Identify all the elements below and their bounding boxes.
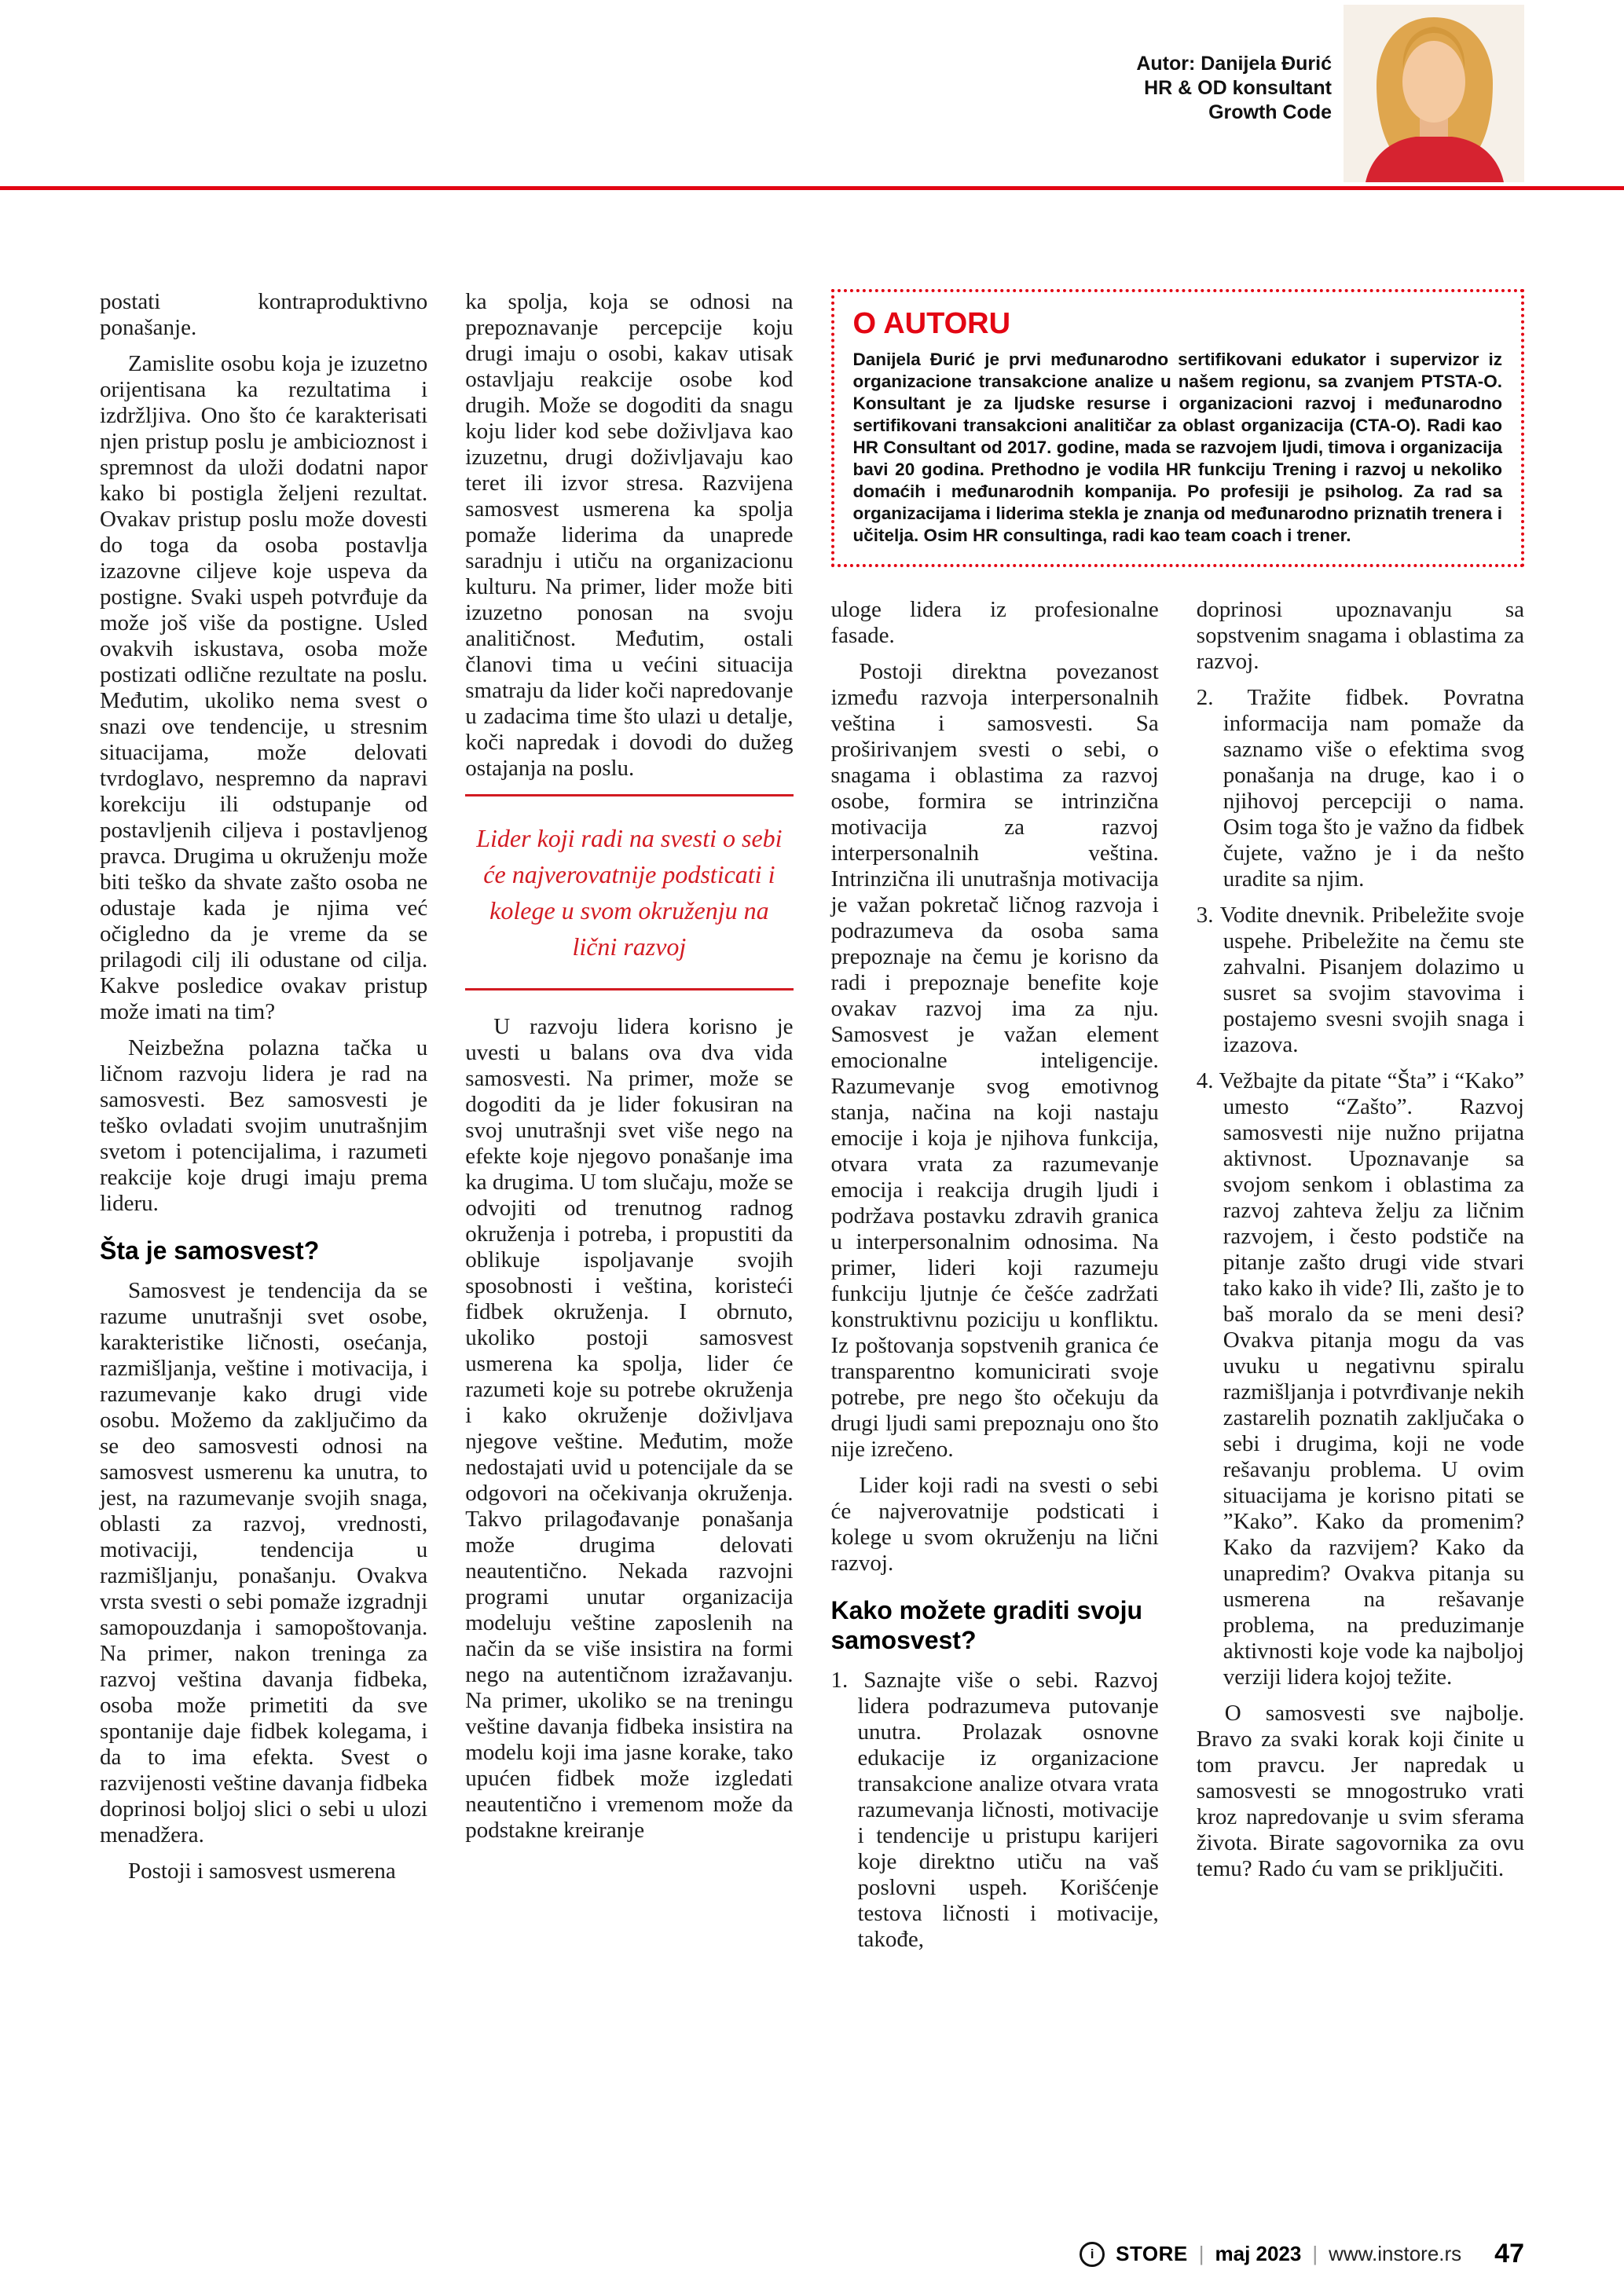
paragraph: postati kontraproduktivno ponašanje.: [100, 289, 428, 340]
author-box-title: O AUTORU: [852, 307, 1011, 340]
paragraph: 2. Tražite fidbek. Povratna informacija nam pomaže da saznamo više o efektima svog ponašanja na druge, kao i o njihovoj percepciji o nama. Osim toga što je važno da fidbek čujete, važno je i da nešto uradite sa njim.: [1196, 685, 1524, 892]
text-column-1: [100, 289, 427, 1963]
author-credit-line-1: Autor: Danijela Đurić: [1136, 53, 1332, 75]
paragraph: U razvoju lidera korisno je uvesti u balans ova dva vida samosvesti. Na primer, može se dogoditi da je lider fokusiran na svoj unutrašnji svet više nego na efekte koje njegovo ponašanje ima ka drugima. U tom slučaju, može se odvojiti od trenutnog radnog okruženja i potreba, i propustiti da oblikuje ispoljavanje svojih sposobnosti i veština, koristeći fidbek okruženja. I obrnuto, ukoliko postoji samosvest usmerena ka spolja, lider će razumeti koje su potrebe okruženja i kako okruženje doživljava njegove veštine. Međutim, može nedostajati uvid u potencijale da se odgovori na očekivanja okruženja. Takvo prilagođavanje ponašanja može drugima delovati neautentično. Nekada razvojni programi unutar organizacija modeluju veštine zaposlenih na način da se više insistira na formi nego na autentičnom izražavanju. Na primer, ukoliko se na treningu veštine davanja fidbeka insistira na modelu koji ima jasne korake, tako upućen fidbek može izgledati neautentično i vremenom može da podstakne kreiranje: [465, 1014, 794, 1843]
paragraph: 3. Vodite dnevnik. Pribeležite svoje uspehe. Pribeležite na čemu ste zahvalni. Pisanjem dolazimo u susret sa svojim stavovima i postajemo svesni svojih snaga i izazova.: [1196, 903, 1524, 1057]
paragraph: doprinosi upoznavanju sa sopstvenim snagama i oblastima za razvoj.: [1196, 597, 1524, 674]
text-column-2: [465, 289, 793, 1963]
text-column-4: [1197, 597, 1524, 1963]
author-bio-box: [831, 289, 1525, 567]
header-divider: [0, 186, 1624, 190]
paragraph: Samosvest je tendencija da se razume unutrašnji svet osobe, karakteristike ličnosti, osećanja, razmišljanja, veštine i motivacija, i razumevanje kako drugi vide osobu. Možemo da zaključimo da se deo samosvesti odnosi na samosvest usmerenu ka unutra, to jest, na razumevanje svojih snaga, oblasti za razvoj, vrednosti, motivaciji, tendencija u razmišljanju, ponašanju. Ovakva vrsta svesti o sebi pomaže izgradnji samopouzdanja i samopoštovanja. Na primer, nakon treninga za razvoj veština davanja fidbeka, osoba može primetiti da sve spontanije daje fidbek kolegama, i da to ima efekta. Svest o razvijenosti veštine davanja fidbeka doprinosi boljoj slici o sebi u ulozi menadžera.: [100, 1278, 428, 1847]
author-credit-line-2: HR & OD konsultant: [1144, 77, 1332, 99]
magazine-url: www.instore.rs: [1329, 2242, 1462, 2265]
page-number: 47: [1494, 2239, 1524, 2269]
author-box-text: Danijela Đurić je prvi međunarodno sertifikovani edukator i supervizor iz organizacione transakcione analize u našem regionu, sa zvanjem PTSTA-O. Konsultant je za ljudske resurse i organizacioni razvoj i međunarodno sertifikovani transakcioni analitičar za oblast organizacija (CTA-O). Radi kao HR Consultant od 2017. godine, mada se razvojem ljudi, timova i organizacija bavi 20 godina. Prethodno je vodila HR funkciju Trening i razvoj u nekoliko domaćih i međunarodnih kompanija. Po profesiji je psiholog. Za rad sa organizacijama i liderima stekla je znanja od međunarodno priznatih trenera i učitelja. Osim HR consultinga, radi kao team coach i trener.: [852, 350, 1502, 545]
page-footer: [1080, 2239, 1524, 2269]
right-columns: [831, 597, 1525, 1963]
right-region: [831, 289, 1525, 1963]
text-column-3: [831, 597, 1159, 1963]
paragraph: Postoji direktna povezanost između razvoja interpersonalnih veština i samosvesti. Sa proširivanjem svesti o sebi, o snagama i oblastima za razvoj osobe, formira se intrinzična motivacija za razvoj interpersonalnih veština. Intrinzična ili unutrašnja motivacija je važan pokretač ličnog razvoja i podrazumeva da osoba sama prepoznaje na čemu je korisno da radi i prepoznaje benefite koje ovakav razvoj ima za nju. Samosvest je važan element emocionalne inteligencije. Razumevanje svog emotivnog stanja, načina na koji nastaju emocije i koja je njihova funkcija, otvara vrata za razumevanje emocija i reakcija drugih ljudi i podržava postavku zdravih granica u interpersonalnim odnosima. Na primer, lideri koji razumeju funkciju ljutnje će češće zadržati konstruktivnu poziciju u konfliktu. Iz poštovanja sopstvenih granica će transparentno komunicirati svoje potrebe, pre nego što očekuju da drugi ljudi sami prepoznaju ono što nije izrečeno.: [830, 659, 1159, 1462]
instore-logo-icon: i: [1080, 2242, 1105, 2267]
paragraph: Zamislite osobu koja je izuzetno orijentisana ka rezultatima i izdržljiva. Ono što će karakterisati njen pristup poslu je ambicioznost i spremnost da uloži dodatni napor kako bi postigla željeni rezultat. Ovakav pristup poslu može dovesti do toga da osoba postavlja izazovne ciljeve koje uspeva da postigne. Svaki uspeh potvrđuje da može još više da postigne. Usled ovakvih iskustava, osoba može postizati odlične rezultate na poslu. Međutim, ukoliko nema svest o snazi ove tendencije, u stresnim situacijama, može delovati tvrdoglavo, nespremno da napravi korekciju ili odstupanje od postavljenih ciljeva i postavljenog pravca. Drugima u okruženju može biti teško da shvate zašto osoba ne odustaje kada je njima već očigledno da je vreme da se prilagodi cilj ili odustane od cilja. Kakve posledice ovakav pristup može imati na tim?: [100, 351, 428, 1024]
section-heading: Kako možete graditi svoju samosvest?: [830, 1596, 1143, 1654]
paragraph: Postoji i samosvest usmerena: [128, 1858, 396, 1884]
paragraph: O samosvesti sve najbolje. Bravo za svaki korak koji činite u tom pravcu. Jer napredak u samosvesti se mnogostruko vrati kroz napredovanje u svim sferama života. Birate sagovornika za ovu temu? Rado ću vam se priključiti.: [1196, 1701, 1524, 1881]
section-heading: Šta je samosvest?: [100, 1236, 320, 1265]
issue-date: maj 2023: [1215, 2242, 1302, 2265]
author-credit: [1136, 52, 1332, 125]
paragraph: 4. Vežbajte da pitate “Šta” i “Kako” umesto “Zašto”. Razvoj samosvesti nije nužno prijatna aktivnost. Upoznavanje sa svojom senkom i oblastima za razvoj zahteva želju za ličnim razvojem, i često podstiče na pitanje zašto drugi vide stvari tako kako ih vide? Ili, zašto je to baš moralo da se meni desi? Ovakva pitanja mogu da vas uvuku u negativnu spiralu razmišljanja i potvrđivanje nekih zastarelih poznatih zaključaka o sebi i drugima, koji ne vode rešavanju problema. U ovim situacijama je korisno pitati se ”Kako”. Kako da promenim? Kako da razvijem? Kako da unapredim? Ovakva pitanja su usmerena na rešavanje problema, na preduzimanje aktivnosti koje vode ka najboljoj verziji lidera kojoj težite.: [1196, 1068, 1524, 1690]
paragraph: Lider koji radi na svesti o sebi će najverovatnije podsticati i kolege u svom okruženju na lični razvoj.: [830, 1473, 1159, 1576]
author-photo: [1344, 5, 1524, 182]
footer-separator: |: [1312, 2242, 1318, 2265]
pull-quote: Lider koji radi na svesti o sebi će najverovatnije podsticati i kolege u svom okruženju na lični razvoj: [465, 794, 793, 991]
author-photo-illustration: [1344, 5, 1524, 182]
paragraph: Neizbežna polazna tačka u ličnom razvoju lidera je rad na samosvesti. Bez samosvesti je teško ovladati svojim unutrašnjim svetom i potencijalima, i razumeti reakcije koje drugi imaju prema lideru.: [100, 1035, 428, 1216]
article-body: [100, 289, 1524, 1963]
paragraph: ka spolja, koja se odnosi na prepoznavanje percepcije koju drugi imaju o osobi, kakav utisak ostavljaju reakcije osobe kod drugih. Može se dogoditi da snagu koju lider kod sebe doživljava kao izuzetnu, drugi doživljavaju kao teret ili izvor stresa. Razvijena samosvest usmerena ka spolja pomaže liderima da unaprede saradnju i utiču na organizacionu kulturu. Na primer, lider može biti izuzetno ponosan na svoju analitičnost. Međutim, ostali članovi tima u većini situacija smatraju da lider koči napredovanje u zadacima time što ulazi u detalje, koči napredak i dovodi do dužeg ostajanja na poslu.: [465, 289, 794, 781]
paragraph: uloge lidera iz profesionalne fasade.: [830, 597, 1159, 648]
paragraph: 1. Saznajte više o sebi. Razvoj lidera podrazumeva putovanje unutra. Prolazak osnovne edukacije iz organizacione transakcione analize otvara vrata razumevanja ličnosti, motivacije i tendencije u pristupu karijeri koje direktno utiču na vaš poslovni uspeh. Korišćenje testova ličnosti i motivacije, takođe,: [830, 1668, 1159, 1952]
author-credit-line-3: Growth Code: [1208, 101, 1332, 123]
footer-separator: |: [1198, 2242, 1204, 2265]
magazine-name: STORE: [1116, 2242, 1188, 2265]
